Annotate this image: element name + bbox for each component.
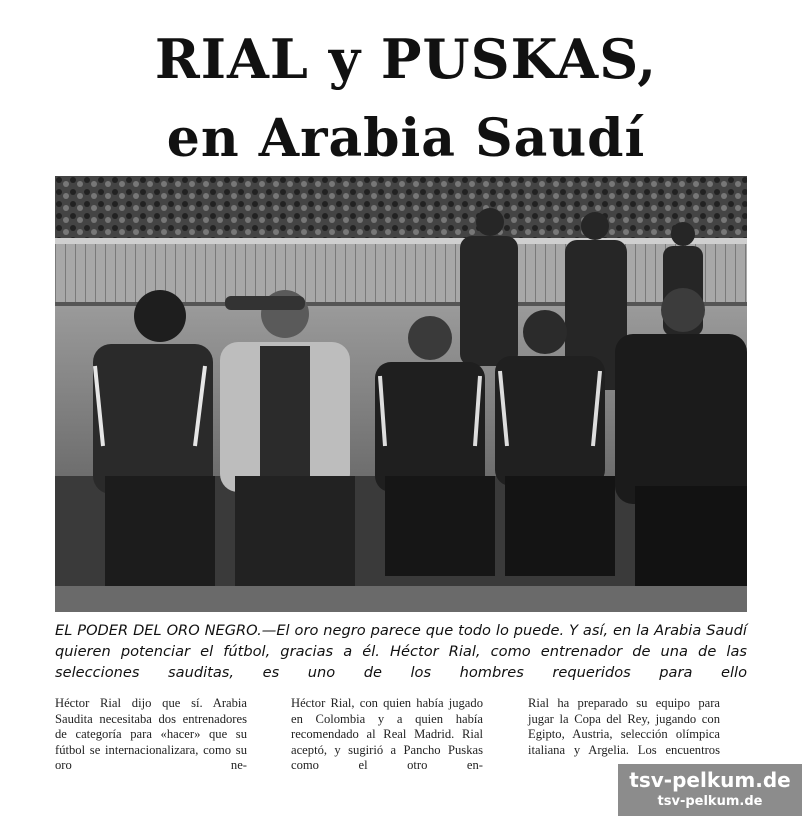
watermark xyxy=(618,764,802,816)
headline-line-1: RIAL y PUSKAS, xyxy=(154,27,658,91)
headline-line-2: en Arabia Saudí xyxy=(166,108,646,169)
photo-illustration xyxy=(55,176,747,612)
news-photo xyxy=(55,176,747,612)
caption-text: —El oro negro parece que todo lo puede. Y así, en la Arabia Saudí quieren potenciar el fútbol, gracias a él. Héctor Rial, como entrenador de una de las selecciones sauditas, es uno de los hombres requeridos para ello xyxy=(55,622,747,681)
photo-caption xyxy=(55,620,747,683)
watermark-line-1: tsv-pelkum.de xyxy=(629,768,791,792)
article-column-1: Héctor Rial dijo que sí. Arabia Saudita necesitaba dos entrenadores de categoría para «hacer» que su fútbol se internacionalizara, como su oro ne- xyxy=(55,696,247,772)
caption-lead: EL PODER DEL ORO NEGRO. xyxy=(55,622,262,639)
article-column-3: Rial ha preparado su equipo para jugar la Copa del Rey, jugando con Egipto, Austria, selección olímpica italiana y Argelia. Los encuentros xyxy=(528,696,720,757)
watermark-line-2: tsv-pelkum.de xyxy=(657,794,763,809)
article-column-2: Héctor Rial, con quien había jugado en Colombia y a quien había recomendado al Real Madrid. Rial aceptó, y sugirió a Pancho Puskas como el otro en- xyxy=(291,696,483,772)
